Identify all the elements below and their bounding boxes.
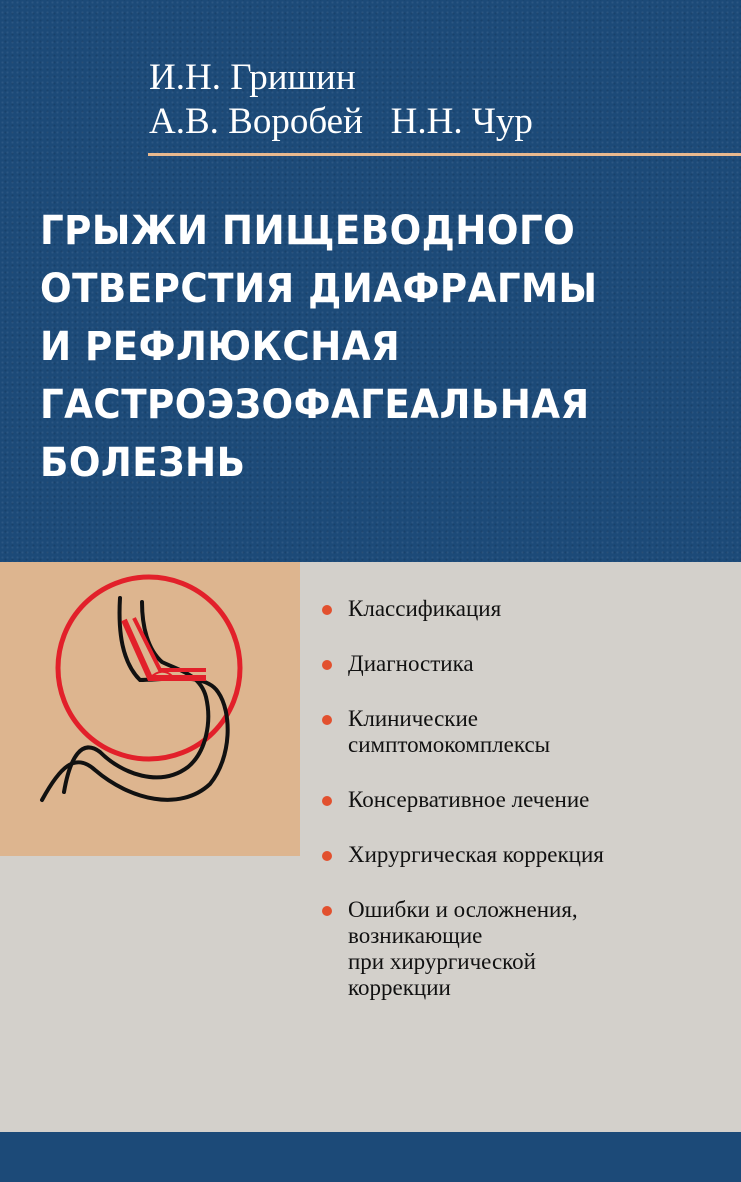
topic-line: Клинические: [348, 706, 478, 731]
author-line-2: А.В. Воробей Н.Н. Чур: [149, 101, 533, 142]
title-line-4: ГАСТРОЭЗОФАГЕАЛЬНАЯ: [40, 382, 590, 428]
divider-rule: [148, 153, 741, 156]
book-title: [40, 202, 682, 492]
topic-line: Хирургическая коррекция: [348, 842, 604, 867]
topic-item: [320, 787, 735, 813]
topic-line: при хирургической: [348, 949, 536, 974]
illustration-panel: [0, 562, 300, 856]
bullet-icon: [322, 605, 332, 615]
topics-list: [320, 596, 735, 1030]
bullet-icon: [322, 851, 332, 861]
bullet-icon: [322, 660, 332, 670]
topic-item: [320, 596, 735, 622]
topic-line: Классификация: [348, 596, 502, 621]
authors-block: [149, 56, 533, 144]
title-line-3: И РЕФЛЮКСНАЯ: [40, 324, 401, 370]
title-line-2: ОТВЕРСТИЯ ДИАФРАГМЫ: [40, 266, 598, 312]
bullet-icon: [322, 715, 332, 725]
title-line-5: БОЛЕЗНЬ: [40, 440, 246, 486]
title-line-1: ГРЫЖИ ПИЩЕВОДНОГО: [40, 208, 576, 254]
topic-item: [320, 651, 735, 677]
bottom-band: [0, 1132, 741, 1182]
topic-line: возникающие: [348, 923, 483, 948]
topic-line: Консервативное лечение: [348, 787, 590, 812]
topic-item: [320, 706, 735, 758]
cover-top-panel: [0, 0, 741, 562]
topic-item: [320, 897, 735, 1001]
topic-line: симптомокомплексы: [348, 732, 551, 757]
topic-line: коррекции: [348, 975, 451, 1000]
stomach-diagram-icon: [0, 562, 300, 856]
topic-line: Ошибки и осложнения,: [348, 897, 578, 922]
author-line-1: И.Н. Гришин: [149, 57, 356, 98]
bullet-icon: [322, 906, 332, 916]
bullet-icon: [322, 796, 332, 806]
topic-line: Диагностика: [348, 651, 474, 676]
topic-item: [320, 842, 735, 868]
